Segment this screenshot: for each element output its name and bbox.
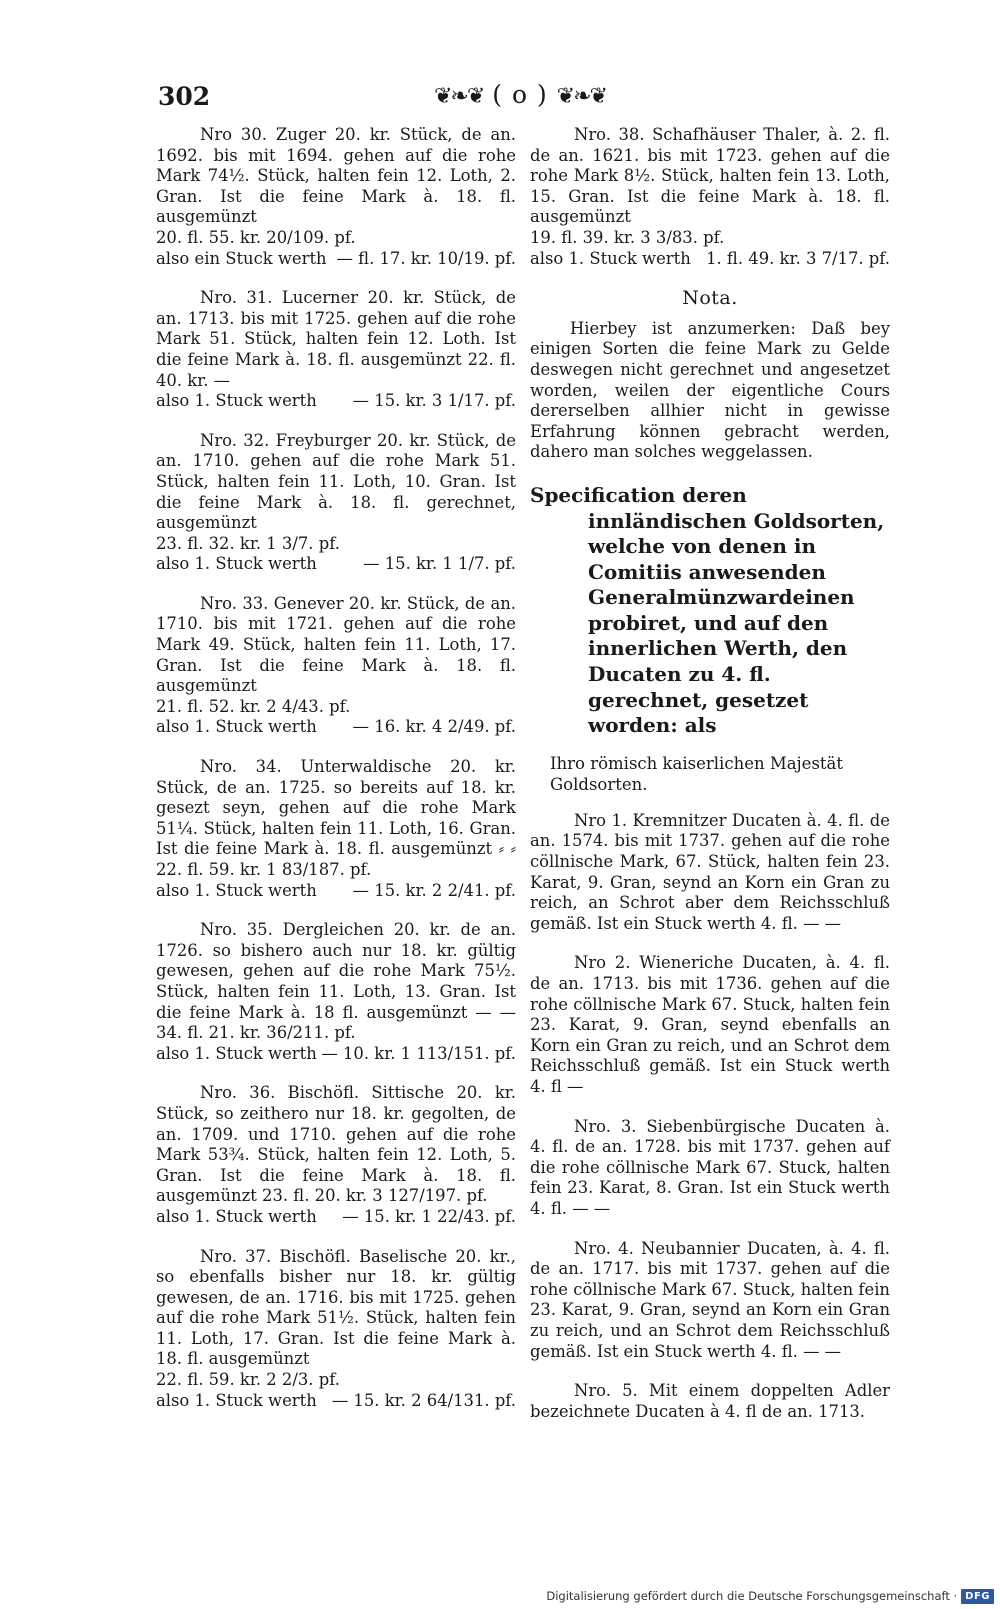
result-amount: — 15. kr. 1 1/7. pf. [363,554,516,574]
result-amount: — 10. kr. 1 113/151. pf. [321,1043,516,1063]
coin-entry [156,1083,516,1227]
result-amount: — 15. kr. 1 22/43. pf. [342,1206,516,1226]
entry-result [156,881,516,902]
entry-calc: 23. fl. 32. kr. 1 3/7. pf. [156,533,340,553]
ducat-entry [530,1381,890,1422]
coin-entry [156,594,516,738]
digitization-footer [546,1585,994,1607]
entry-text: Nro. 37. Bischöfl. Baselische 20. kr., so ebenfalls bisher nur 18. kr. gültig gewesen, de an. 1716. bis mit 1725. gehen auf die rohe Mark 51½. Stück, halten fein 11. Loth, 17. Gran. Ist die feine Mark à. 18. fl. ausgemünzt [156,1246,516,1369]
entry-text: Nro. 3. Siebenbürgische Ducaten à. 4. fl. de an. 1728. bis mit 1737. gehen auf die rohe cöllnische Mark 67. Stuck, halten fein 23. Karat, 8. Gran. Ist ein Stuck werth 4. fl. — — [530,1116,890,1218]
left-column [156,125,516,1430]
entry-result [156,554,516,575]
result-label: also 1. Stuck werth [156,391,317,411]
entry-calc: 20. fl. 55. kr. 20/109. pf. [156,227,356,247]
coin-entry [156,288,516,412]
dfg-logo: DFG [961,1589,994,1604]
entry-text: Nro 1. Kremnitzer Ducaten à. 4. fl. de an. 1574. bis mit 1737. gehen auf die rohe cöllnische Mark, 67. Stück, halten fein 23. Karat, 9. Gran, seynd an Korn ein Gran zu reich, an Schrot aber dem Reichsschluß gemäß. Ist ein Stuck werth 4. fl. — — [530,810,890,933]
result-label: also 1. Stuck werth [156,880,317,900]
result-label: also 1. Stuck werth [156,1206,317,1226]
page-number: 302 [158,82,211,111]
entry-result [156,391,516,412]
ducat-entry [530,953,890,1097]
result-amount: — 15. kr. 2 64/131. pf. [331,1390,516,1410]
ducat-entry [530,1239,890,1363]
ducat-entry [530,811,890,935]
coin-entry [156,431,516,575]
right-column [530,125,890,1441]
result-label: also 1. Stuck werth [156,1043,317,1063]
result-amount: — 15. kr. 3 1/17. pf. [352,391,516,411]
running-title: ( o ) [492,80,548,109]
entry-text: Nro. 32. Freyburger 20. kr. Stück, de an. 1710. gehen auf die rohe Mark 51. Stück, halten fein 11. Loth, 10. Gran. Ist die feine Mark à. 18. fl. gerechnet, ausgemünzt [156,430,516,533]
entry-result [530,249,890,270]
footer-credit: Digitalisierung gefördert durch die Deutsche Forschungsgemeinschaft · [546,1589,958,1603]
result-amount: 1. fl. 49. kr. 3 7/17. pf. [706,248,890,268]
coin-entry [156,125,516,269]
running-head [390,80,650,109]
entry-result [156,249,516,270]
entry-calc: 19. fl. 39. kr. 3 3/83. pf. [530,227,725,247]
result-label: also 1. Stuck werth [156,717,317,737]
coin-entry [156,920,516,1064]
nota-heading: Nota. [682,287,738,310]
entry-calc: 22. fl. 59. kr. 2 2/3. pf. [156,1370,340,1390]
specification-subheading: Ihro römisch kaiserlichen Majestät Goldsorten. [550,753,844,794]
result-label: also ein Stuck werth [156,248,327,268]
entry-text: Nro. 36. Bischöfl. Sittische 20. kr. Stück, so zeithero nur 18. kr. gegolten, de an. 1709. und 1710. gehen auf die rohe Mark 53¾. Stück, halten fein 12. Loth, 5. Gran. Ist die feine Mark à. 18. fl. ausgemünzt 23. fl. 20. kr. 3 127/197. pf. [156,1083,516,1206]
result-amount: — fl. 17. kr. 10/19. pf. [336,248,516,268]
entry-result [156,1044,516,1065]
entry-text: Nro. 34. Unterwaldische 20. kr. Stück, de an. 1725. so bereits auf 18. kr. gesezt seyn, gehen auf die rohe Mark 51¼. Stück, halten fein 11. Loth, 16. Gran. Ist die feine Mark à. 18. fl. ausgemünzt ⸗ ⸗ 22. fl. 59. kr. 1 83/187. pf. [156,757,516,879]
entry-text: Nro 30. Zuger 20. kr. Stück, de an. 1692. bis mit 1694. gehen auf die rohe Mark 74½. Stück, halten fein 12. Loth, 2. Gran. Ist die feine Mark à. 18. fl. ausgemünzt [156,125,516,227]
entry-text: Nro. 33. Genever 20. kr. Stück, de an. 1710. bis mit 1721. gehen auf die rohe Mark 49. Stück, halten fein 11. Loth, 17. Gran. Ist die feine Mark à. 18. fl. ausgemünzt [156,593,516,696]
entry-result [156,717,516,738]
entry-text: Nro. 4. Neubannier Ducaten, à. 4. fl. de an. 1717. bis mit 1737. gehen auf die rohe cöllnische Mark 67. Stuck, halten fein 23. Karat, 9. Gran, seynd an Korn ein Gran zu reich, und an Schrot dem Reichsschluß gemäß. Ist ein Stuck werth 4. fl. — — [530,1238,890,1361]
entry-result [156,1207,516,1228]
specification-heading: Specification deren innländischen Goldsorten, welche von denen in Comitiis anwesenden Generalmünzwardeinen probiret, und auf den innerlichen Werth, den Ducaten zu 4. fl. gerechnet, gesetzet worden: als [530,482,885,738]
coin-entry [530,125,890,269]
entry-text: Nro 2. Wieneriche Ducaten, à. 4. fl. de an. 1713. bis mit 1736. gehen auf die rohe cöllnische Mark 67. Stuck, halten fein 23. Karat, 9. Gran, seynd ebenfalls an Korn ein Gran zu reich, und an Schrot dem Reichsschluß gemäß. Ist ein Stuck werth 4. fl — [530,953,890,1096]
entry-text: Nro. 31. Lucerner 20. kr. Stück, de an. 1713. bis mit 1725. gehen auf die rohe Mark 51. Stück, halten fein 12. Loth. Ist die feine Mark à. 18. fl. ausgemünzt 22. fl. 40. kr. — [156,288,516,390]
result-label: also 1. Stuck werth [156,1390,317,1410]
result-amount: — 16. kr. 4 2/49. pf. [352,717,516,737]
result-amount: — 15. kr. 2 2/41. pf. [352,880,516,900]
entry-text: Nro. 35. Dergleichen 20. kr. de an. 1726. so bishero auch nur 18. kr. gültig gewesen, gehen auf die rohe Mark 75½. Stück, halten fein 11. Loth, 13. Gran. Ist die feine Mark à. 18 fl. ausgemünzt — — 34. fl. 21. kr. 36/211. pf. [156,920,516,1043]
ornament-left-icon: ❦❧❦ [434,84,484,109]
result-label: also 1. Stuck werth [530,248,691,268]
result-label: also 1. Stuck werth [156,554,317,574]
entry-text: Nro. 38. Schafhäuser Thaler, à. 2. fl. de an. 1621. bis mit 1723. gehen auf die rohe Mark 8½. Stück, halten fein 13. Loth, 15. Gran. Ist die feine Mark à. 18. fl. ausgemünzt [530,125,890,227]
page-header [0,78,1000,118]
nota-text: Hierbey ist anzumerken: Daß bey einigen Sorten die feine Mark zu Gelde deswegen nicht gerechnet und angesetzet worden, weilen der eigentliche Cours dererselben allhier nicht in gewisse Erfahrung können gebracht werden, dahero man solches weggelassen. [530,318,890,462]
ornament-right-icon: ❦❧❦ [556,84,606,109]
coin-entry [156,757,516,901]
entry-text: Nro. 5. Mit einem doppelten Adler bezeichnete Ducaten à 4. fl de an. 1713. [530,1381,890,1421]
entry-calc: 21. fl. 52. kr. 2 4/43. pf. [156,696,351,716]
entry-result [156,1391,516,1412]
coin-entry [156,1247,516,1412]
ducat-entry [530,1117,890,1220]
